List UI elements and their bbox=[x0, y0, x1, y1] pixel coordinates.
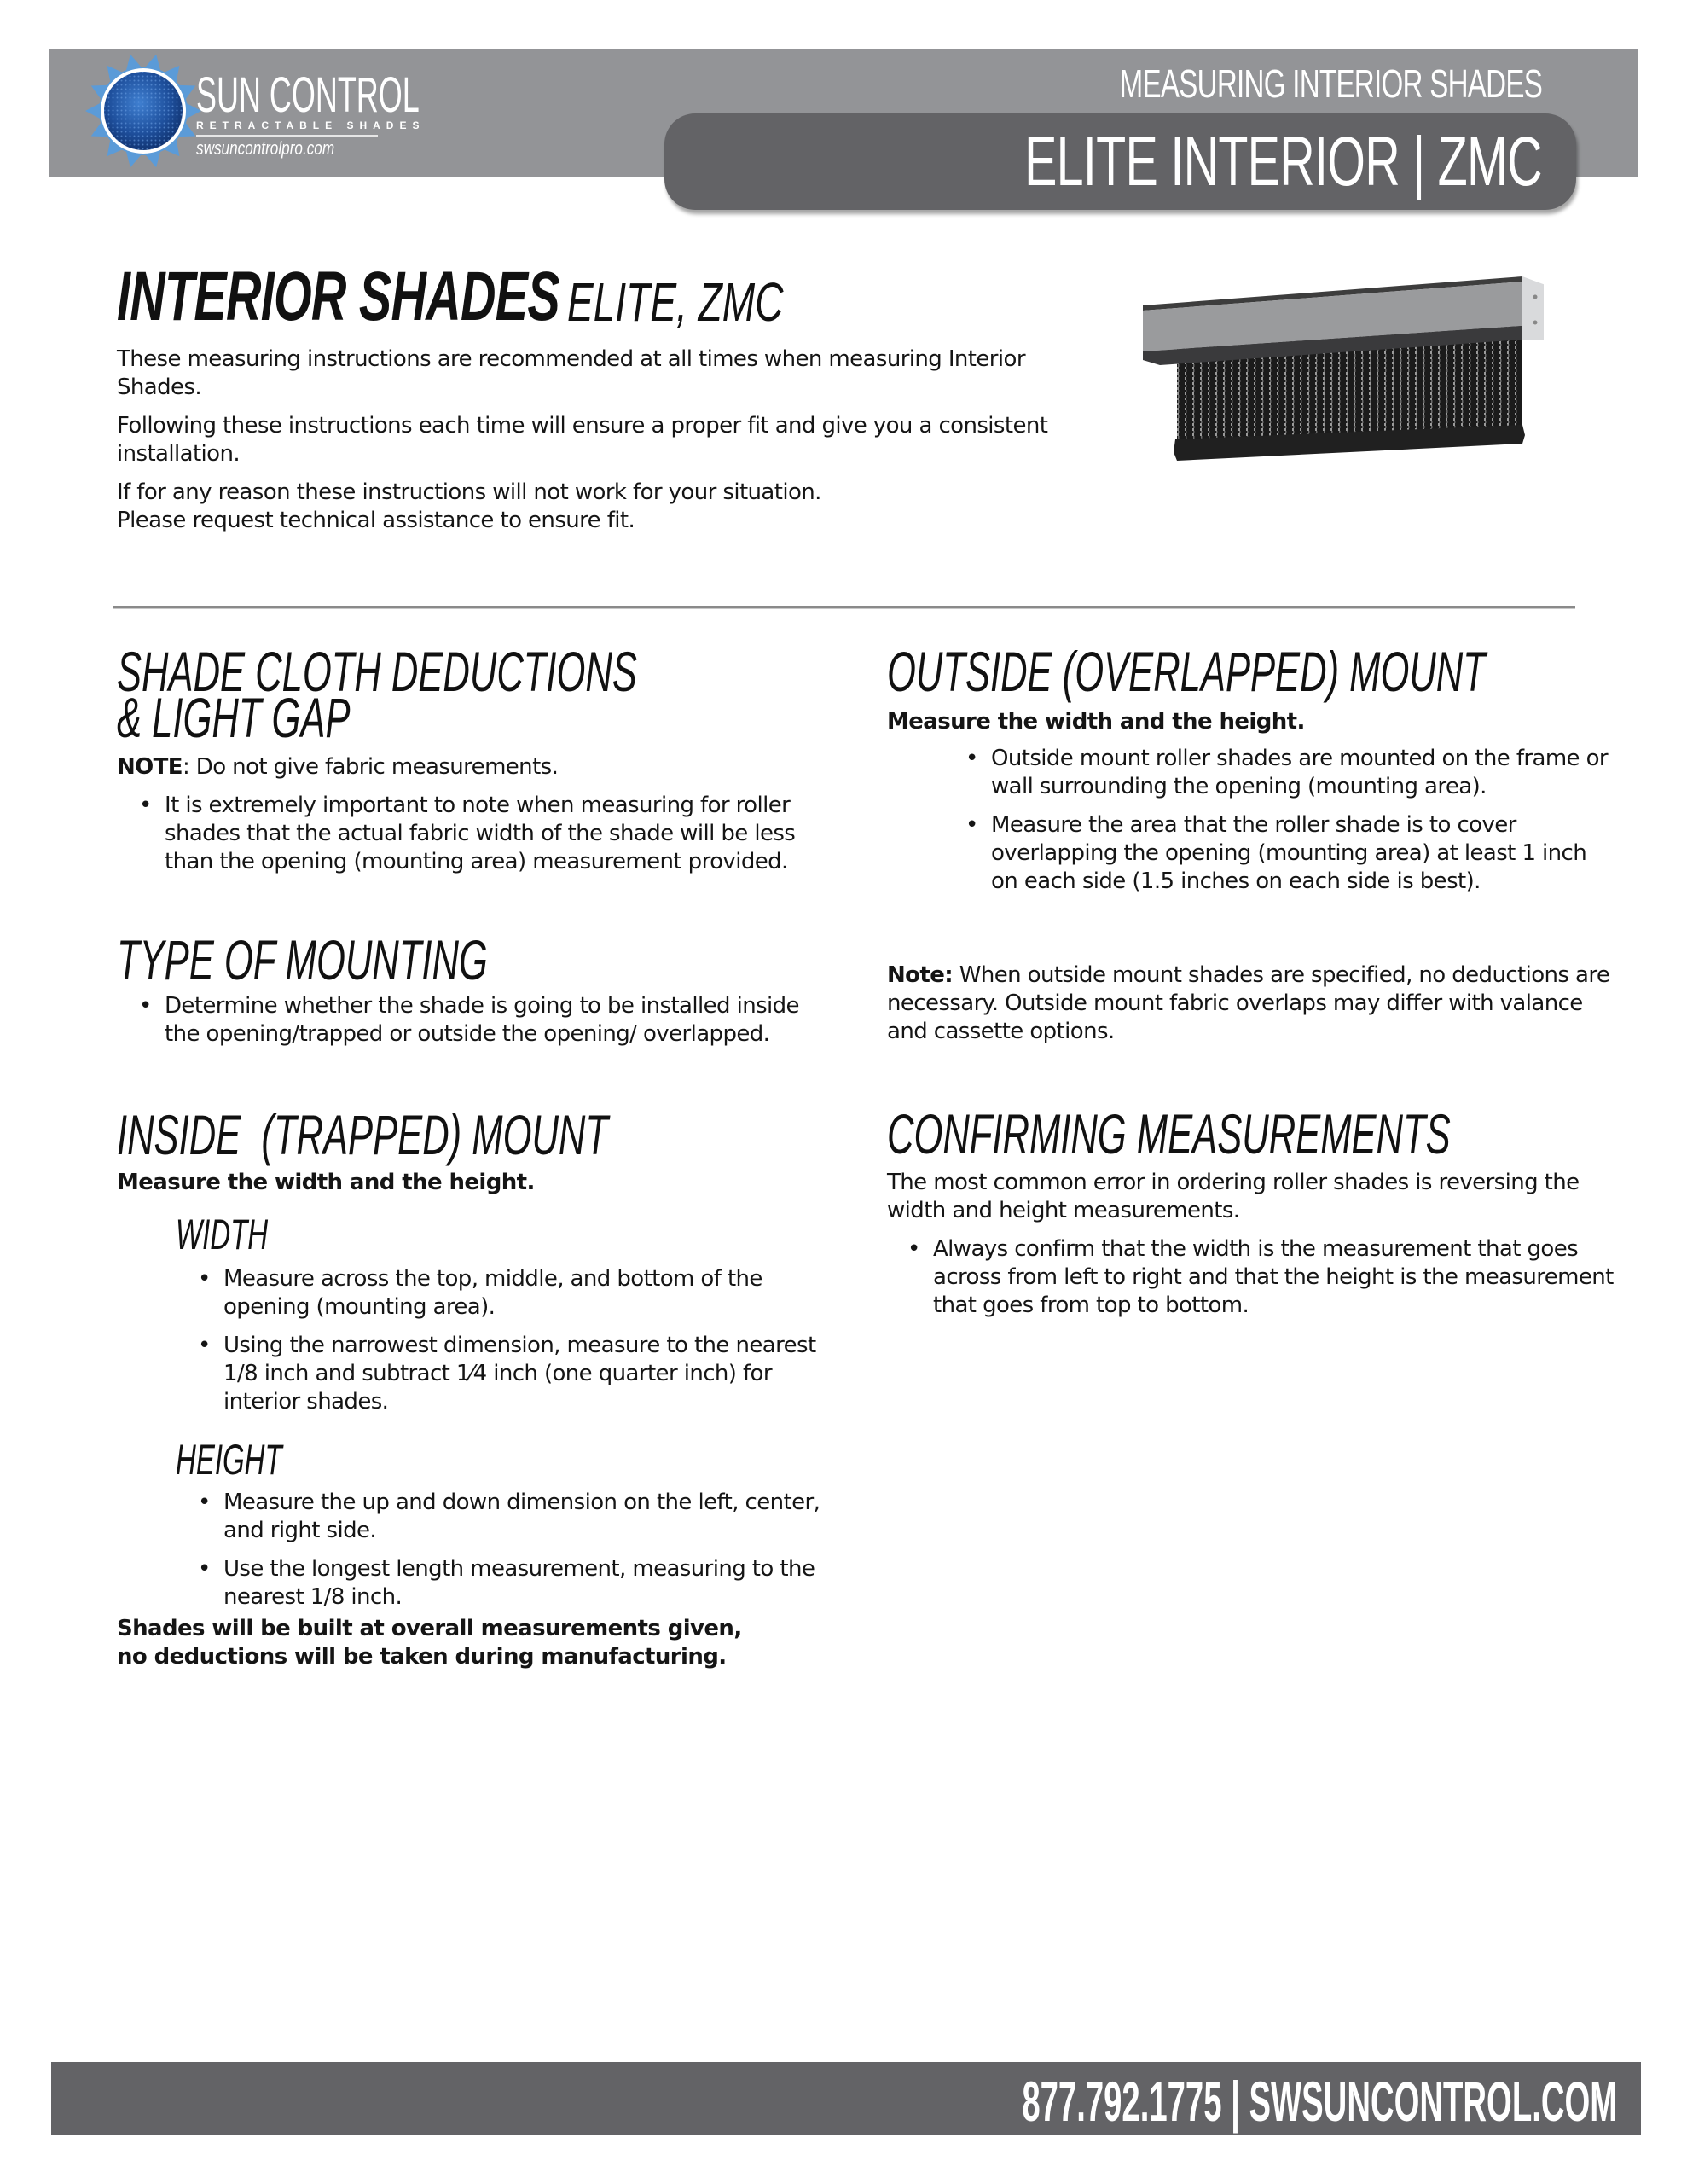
intro-paragraph: Following these instructions each time will ensure a proper fit and give you a consistent installation. bbox=[117, 413, 1048, 467]
heading-inside-mount: INSIDE (TRAPPED) MOUNT bbox=[117, 1103, 608, 1166]
mounting-bullets bbox=[141, 992, 823, 1059]
note-text: When outside mount shades are specified, no deductions are necessary. Outside mount fabric overlaps may differ with valance and cassette options. bbox=[887, 962, 1610, 1044]
heading-confirming-measurements: CONFIRMING MEASUREMENTS bbox=[887, 1102, 1451, 1165]
intro-paragraph: Please request technical assistance to ensure fit. bbox=[117, 508, 635, 533]
section-divider bbox=[113, 606, 1575, 609]
list-item: • Use the longest length measurement, measuring to the nearest 1/8 inch. bbox=[200, 1555, 831, 1612]
roller-shade-cassette-icon bbox=[1134, 264, 1544, 461]
list-item: • Always confirm that the width is the measurement that goes across from left to right and that the height is the measurement that goes from top to bottom. bbox=[909, 1235, 1617, 1320]
confirming-lead: The most common error in ordering roller shades is reversing the width and height measurements. bbox=[887, 1170, 1580, 1223]
list-item: • Determine whether the shade is going to be installed inside the opening/trapped or outside the opening/ overlapped. bbox=[141, 992, 823, 1048]
page-title-sub: ELITE, ZMC bbox=[567, 271, 784, 333]
note-text: : Do not give fabric measurements. bbox=[182, 754, 559, 780]
page-title-main: INTERIOR SHADES bbox=[117, 258, 559, 335]
intro-paragraph: These measuring instructions are recommended at all times when measuring Interior Shades. bbox=[117, 346, 1025, 400]
brand-name: SUN CONTROL bbox=[196, 67, 420, 123]
footer-contact[interactable]: 877.792.1775 | SWSUNCONTROL.COM bbox=[1022, 2070, 1617, 2133]
inside-lead: Measure the width and the height. bbox=[117, 1170, 535, 1195]
intro-text bbox=[117, 346, 1106, 545]
list-item: • Using the narrowest dimension, measure to the nearest 1/8 inch and subtract 1⁄4 inch (one quarter inch) for interior shades. bbox=[200, 1332, 831, 1416]
brand-url[interactable]: swsuncontrolpro.com bbox=[196, 137, 335, 159]
width-bullets bbox=[200, 1265, 831, 1426]
heading-shade-cloth-deductions: SHADE CLOTH DEDUCTIONS & LIGHT GAP bbox=[117, 640, 637, 749]
heading-outside-mount: OUTSIDE (OVERLAPPED) MOUNT bbox=[887, 640, 1486, 703]
outside-lead: Measure the width and the height. bbox=[887, 709, 1305, 735]
heading-type-of-mounting: TYPE OF MOUNTING bbox=[117, 928, 488, 991]
sun-globe-icon bbox=[85, 53, 205, 172]
height-bullets bbox=[200, 1489, 831, 1622]
page-title bbox=[117, 258, 784, 351]
list-item: • Outside mount roller shades are mounted on the frame or wall surrounding the opening (mounting area). bbox=[967, 745, 1615, 801]
brand-tagline: RETRACTABLE SHADES bbox=[196, 119, 426, 131]
outside-note bbox=[887, 961, 1620, 1046]
list-item: • Measure across the top, middle, and bottom of the opening (mounting area). bbox=[200, 1265, 831, 1321]
heading-height: HEIGHT bbox=[176, 1436, 282, 1484]
note-label: Note: bbox=[887, 962, 954, 988]
list-item: • Measure the up and down dimension on the left, center, and right side. bbox=[200, 1489, 831, 1545]
list-item: • It is extremely important to note when measuring for roller shades that the actual fabric width of the shade will be less than the opening (mounting area) measurement provided. bbox=[141, 792, 815, 876]
outside-bullets bbox=[967, 745, 1615, 906]
manufacturing-note-line: Shades will be built at overall measurements given, bbox=[117, 1616, 742, 1641]
heading-width: WIDTH bbox=[176, 1211, 269, 1258]
deductions-note bbox=[117, 753, 816, 781]
note-label: NOTE bbox=[117, 754, 183, 780]
manufacturing-note-line: no deductions will be taken during manufacturing. bbox=[117, 1644, 727, 1670]
header-subtitle: MEASURING INTERIOR SHADES bbox=[1119, 61, 1542, 106]
deductions-bullets bbox=[141, 792, 815, 886]
intro-paragraph: If for any reason these instructions will not work for your situation. bbox=[117, 479, 821, 505]
header-title: ELITE INTERIOR | ZMC bbox=[1024, 123, 1542, 200]
confirming-bullets bbox=[909, 1235, 1617, 1330]
list-item: • Measure the area that the roller shade is to cover overlapping the opening (mounting area) at least 1 inch on each side (1.5 inches on each side is best). bbox=[967, 811, 1615, 896]
manufacturing-note bbox=[117, 1615, 850, 1671]
